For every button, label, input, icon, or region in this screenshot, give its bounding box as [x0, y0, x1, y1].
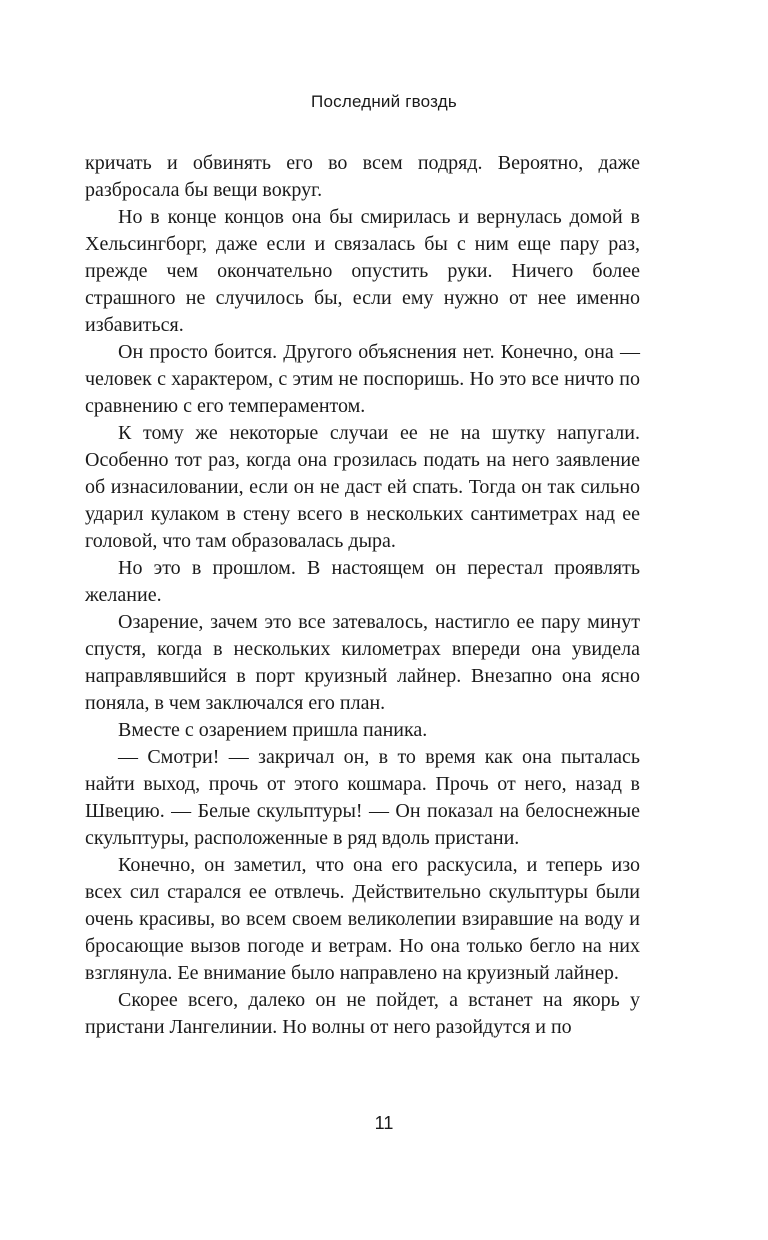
- paragraph: Скорее всего, далеко он не пойдет, а встанет на якорь у пристани Лангелинии. Но волны от него разойдутся и по: [85, 989, 640, 1038]
- running-title: Последний гвоздь: [311, 92, 457, 111]
- paragraph: Вместе с озарением пришла паника.: [118, 719, 428, 741]
- paragraph: Он просто боится. Другого объяснения нет. Конечно, она — человек с характером, с этим не поспоришь. Но это все ничто по сравнению с его темпераментом.: [85, 341, 640, 417]
- paragraph: Озарение, зачем это все затевалось, настигло ее пару минут спустя, когда в нескольких километрах впереди она увидела направлявшийся в порт круизный лайнер. Внезапно она ясно поняла, в чем заключался его план.: [85, 611, 640, 714]
- paragraph: К тому же некоторые случаи ее не на шутку напугали. Особенно тот раз, когда она грозилась подать на него заявление об изнасиловании, если он не даст ей спать. Тогда он так сильно ударил кулаком в стену всего в нескольких сантиметрах над ее головой, что там образовалась дыра.: [85, 422, 640, 552]
- paragraph: — Смотри! — закричал он, в то время как она пыталась найти выход, прочь от этого кошмара. Прочь от него, назад в Швецию. — Белые скульптуры! — Он показал на белоснежные скульптуры, расположенные в ряд вдоль пристани.: [85, 746, 640, 849]
- paragraph: кричать и обвинять его во всем подряд. Вероятно, даже разбросала бы вещи вокруг.: [85, 152, 640, 201]
- body-text: [85, 150, 640, 1041]
- page-number: 11: [374, 1113, 394, 1133]
- paragraph: Но это в прошлом. В настоящем он перестал проявлять желание.: [85, 557, 640, 606]
- paragraph: Конечно, он заметил, что она его раскусила, и теперь изо всех сил старался ее отвлечь. Действительно скульптуры были очень красивы, во всем своем великолепии взиравшие на воду и бросающие вызов погоде и ветрам. Но она только бегло на них взглянула. Ее внимание было направлено на круизный лайнер.: [85, 854, 640, 984]
- paragraph: Но в конце концов она бы смирилась и вернулась домой в Хельсингборг, даже если и связалась бы с ним еще пару раз, прежде чем окончательно опустить руки. Ничего более страшного не случилось бы, если ему нужно от нее именно избавиться.: [85, 206, 640, 336]
